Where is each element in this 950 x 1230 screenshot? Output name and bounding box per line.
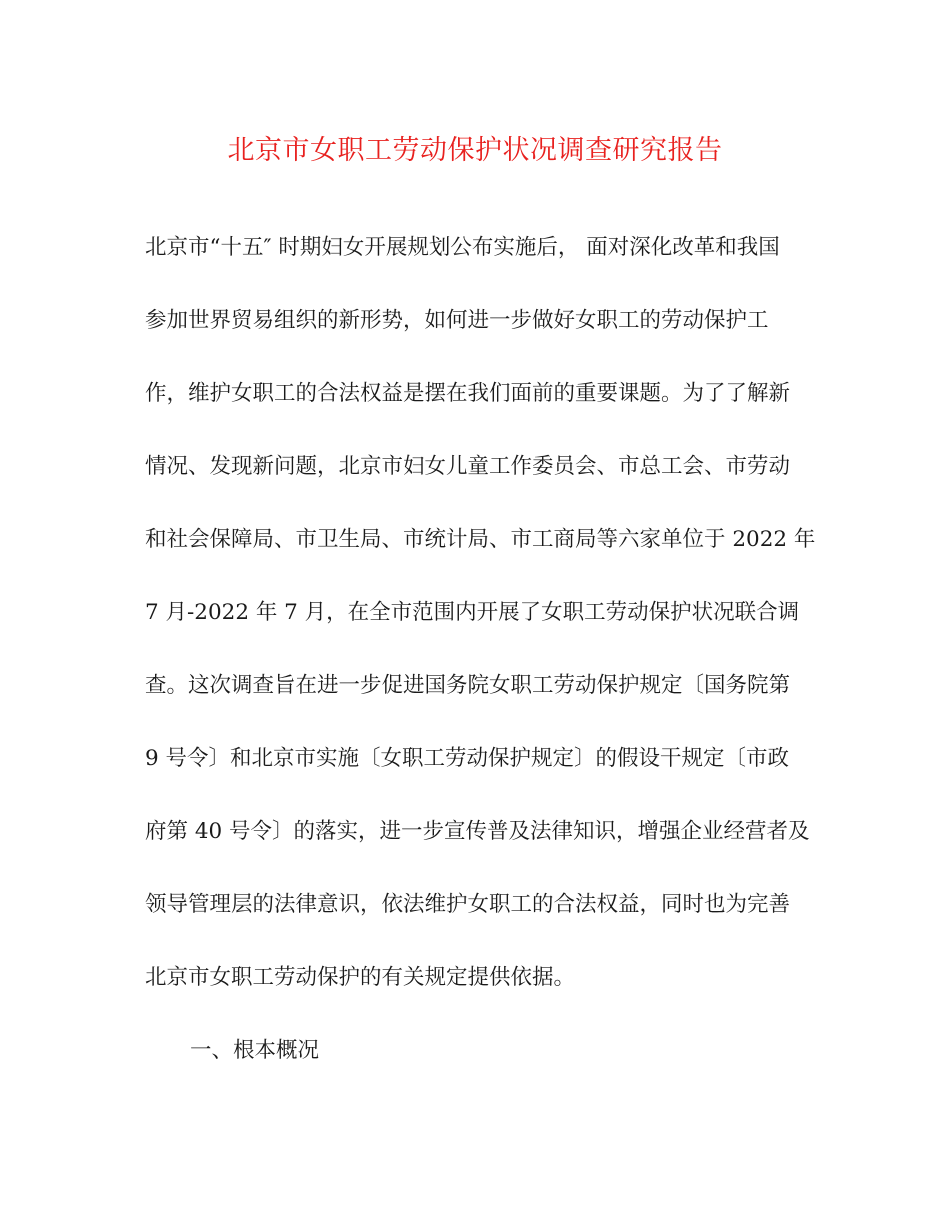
paragraph-line: 北京市女职工劳动保护的有关规定提供依据。: [145, 965, 576, 990]
paragraph-line: 府第 40 号令〕的落实，进一步宣传普及法律知识，增强企业经营者及: [145, 819, 810, 844]
paragraph-line: 北京市“十五″ 时期妇女开展规划公布实施后， 面对深化改革和我国: [145, 235, 780, 260]
paragraph-line: 查。这次调查旨在进一步促进国务院女职工劳动保护规定〔国务院第: [145, 673, 791, 698]
paragraph-line: 参加世界贸易组织的新形势，如何进一步做好女职工的劳动保护工: [145, 308, 769, 333]
paragraph-line: 7 月-2022 年 7 月，在全市范围内开展了女职工劳动保护状况联合调: [145, 600, 800, 625]
paragraph-line: 领导管理层的法律意识，依法维护女职工的合法权益，同时也为完善: [145, 892, 791, 917]
document-title: 北京市女职工劳动保护状况调查研究报告: [227, 135, 723, 166]
paragraph-line: 作，维护女职工的合法权益是摆在我们面前的重要课题。为了了解新: [145, 381, 791, 406]
section-heading: 一、根本概况: [190, 1038, 320, 1063]
paragraph-line: 情况、发现新问题，北京市妇女儿童工作委员会、市总工会、市劳动: [145, 454, 791, 479]
paragraph-line: 和社会保障局、市卫生局、市统计局、市工商局等六家单位于 2022 年: [145, 527, 816, 552]
paragraph-line: 9 号令〕和北京市实施〔女职工劳动保护规定〕的假设干规定〔市政: [145, 746, 790, 771]
